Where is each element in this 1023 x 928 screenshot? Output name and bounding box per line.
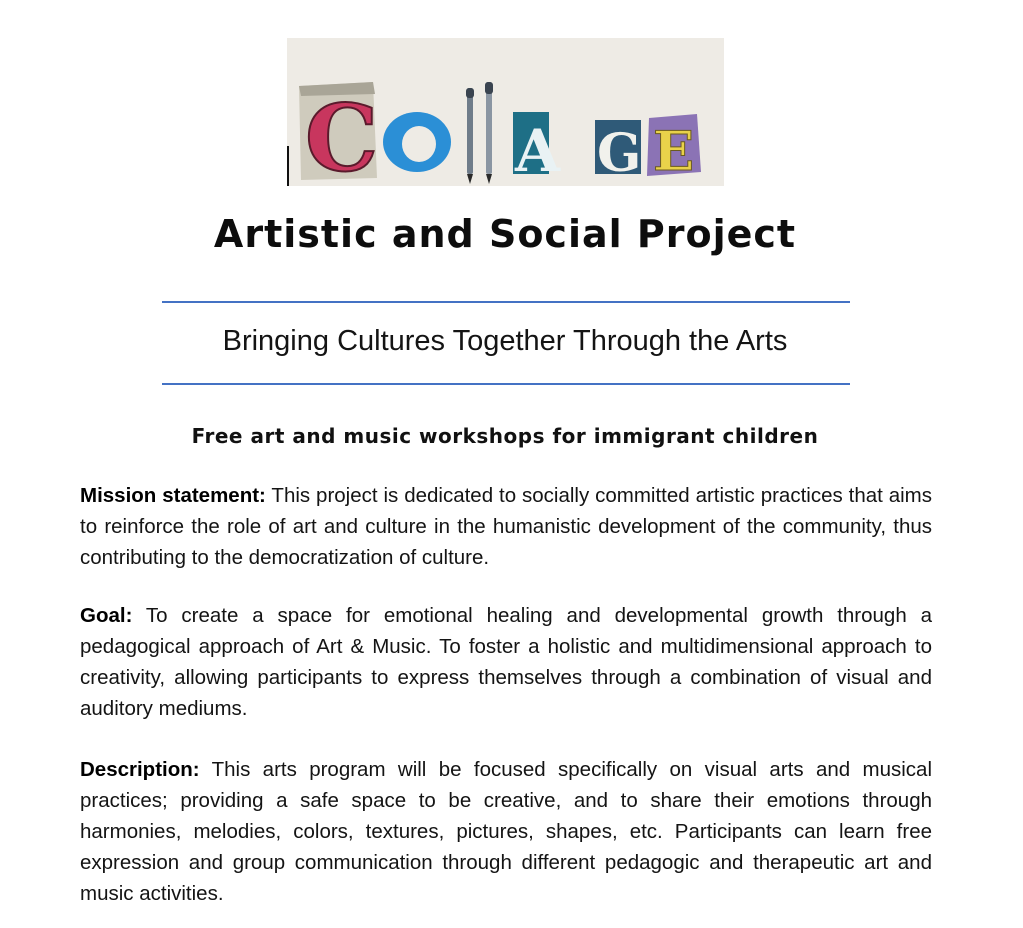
description-label: Description: (80, 758, 200, 781)
logo-letter-o (383, 112, 451, 172)
mission-statement-label: Mission statement: (80, 484, 266, 507)
mission-statement-text: This project is dedicated to socially committed artistic practices that aims to reinforce the role of art and culture in the humanistic development of the community, thus contributing to the democratization of culture. (80, 484, 933, 569)
collage-logo (287, 38, 724, 186)
logo-g-text: G (597, 123, 642, 184)
logo-e-text: E (653, 119, 695, 183)
logo-a-text: A (515, 117, 561, 185)
text-cursor (287, 146, 289, 186)
page-title: Artistic and Social Project (213, 212, 797, 256)
description-text: This arts program will be focused specifically on visual arts and musical practices; providing a safe space to be creative, and to share their emotions through harmonies, melodies, colors, textures, pictures, shapes, etc. Participants can learn free expression and group communication through different pedagogic and therapeutic art and music activities. (80, 758, 932, 905)
logo-c-text: C (305, 84, 379, 186)
divider-bottom (162, 383, 850, 385)
goal-label: Goal: (80, 604, 133, 627)
goal-paragraph (80, 600, 932, 724)
mission-statement-paragraph (80, 480, 932, 573)
logo-letter-e (647, 114, 701, 183)
divider-top (162, 301, 850, 303)
goal-text: To create a space for emotional healing and developmental growth through a pedagogical approach of Art & Music. To foster a holistic and multidimensional approach to creativity, allowing participants to express themselves through a combination of visual and auditory mediums. (80, 604, 932, 720)
logo-paintbrush-icon (466, 82, 493, 184)
tagline: Free art and music workshops for immigrant children (191, 424, 819, 448)
description-paragraph (80, 754, 932, 909)
logo-letter-c (299, 82, 378, 186)
page-subtitle: Bringing Cultures Together Through the Arts (222, 325, 788, 357)
logo-letter-a (513, 112, 561, 185)
collage-logo-art (287, 38, 724, 186)
logo-letter-g (595, 120, 641, 184)
